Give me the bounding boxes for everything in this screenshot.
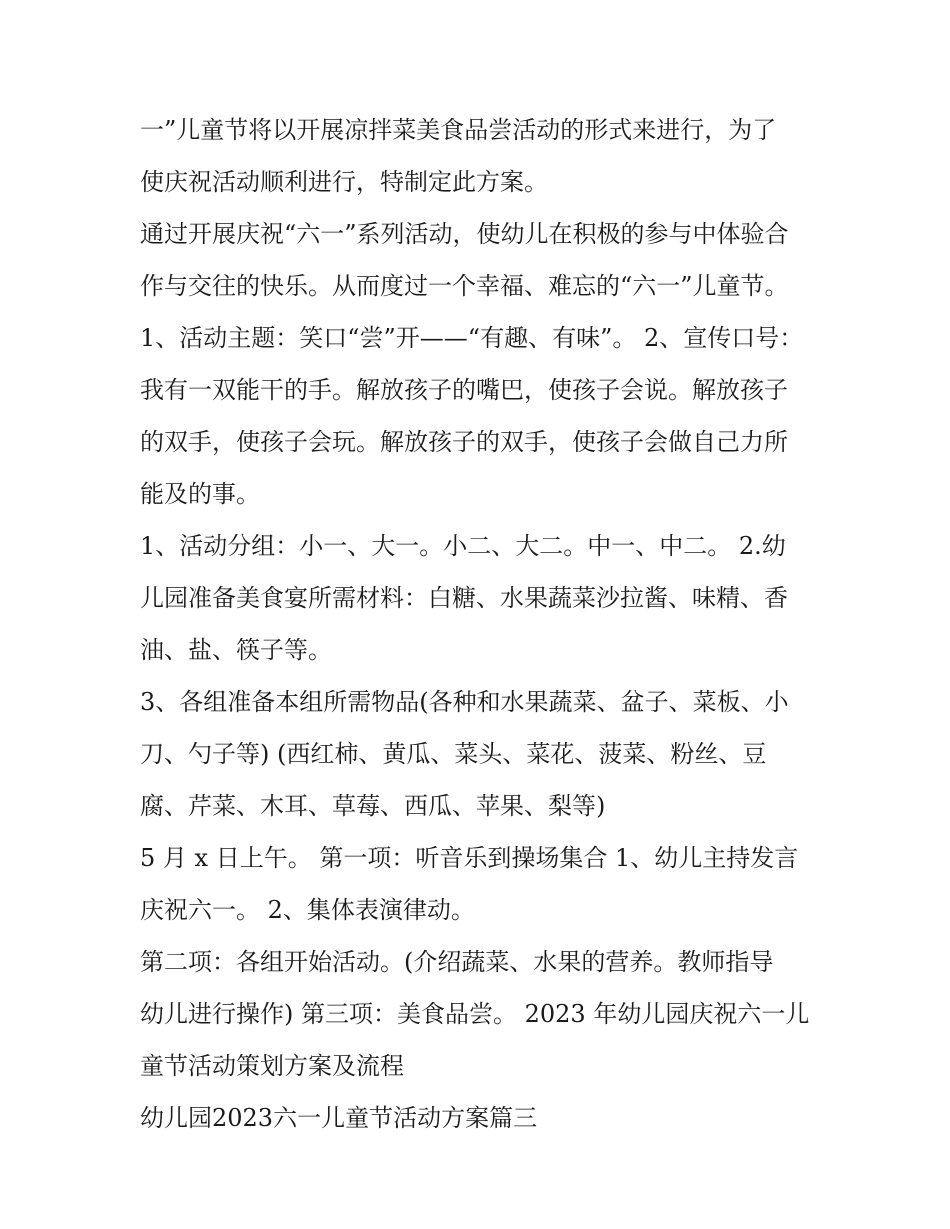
text-line: 作与交往的快乐。从而度过一个幸福、难忘的“六一”儿童节。 — [140, 272, 789, 300]
section-title: 幼儿园2023六一儿童节活动方案篇三 — [140, 1104, 538, 1132]
text-line: 一”儿童节将以开展凉拌菜美食品尝活动的形式来进行，为了 — [140, 116, 777, 144]
text-line: 通过开展庆祝“六一”系列活动，使幼儿在积极的参与中体验合 — [140, 220, 789, 248]
document-page — [140, 104, 820, 1144]
text-line: 的双手，使孩子会玩。解放孩子的双手，使孩子会做自己力所 — [140, 428, 788, 456]
text-line: 使庆祝活动顺利进行，特制定此方案。 — [140, 168, 548, 196]
text-line: 能及的事。 — [140, 480, 260, 508]
text-line: 1、活动分组：小一、大一。小二、大二。中一、中二。 2.幼 — [140, 532, 786, 560]
text-line: 我有一双能干的手。解放孩子的嘴巴，使孩子会说。解放孩子 — [140, 376, 788, 404]
text-line: 1、活动主题：笑口“尝”开——“有趣、有味”。 2、宣传口号： — [140, 324, 804, 352]
text-line: 儿园准备美食宴所需材料：白糖、水果蔬菜沙拉酱、味精、香 — [140, 584, 788, 612]
text-line: 庆祝六一。 2、集体表演律动。 — [140, 896, 475, 924]
text-line: 童节活动策划方案及流程 — [140, 1052, 404, 1080]
text-line: 幼儿进行操作) 第三项：美食品尝。 2023 年幼儿园庆祝六一儿 — [140, 1000, 810, 1028]
text-line: 第二项：各组开始活动。(介绍蔬菜、水果的营养。教师指导 — [140, 948, 774, 976]
text-line: 刀、勺子等) (西红柿、黄瓜、菜头、菜花、菠菜、粉丝、豆 — [140, 740, 767, 768]
text-line: 油、盐、筷子等。 — [140, 636, 332, 664]
text-line: 5 月 x 日上午。 第一项：听音乐到操场集合 1、幼儿主持发言 — [140, 844, 799, 872]
text-line: 腐、芹菜、木耳、草莓、西瓜、苹果、梨等) — [140, 792, 606, 820]
text-line: 3、各组准备本组所需物品(各种和水果蔬菜、盆子、菜板、小 — [140, 688, 789, 716]
